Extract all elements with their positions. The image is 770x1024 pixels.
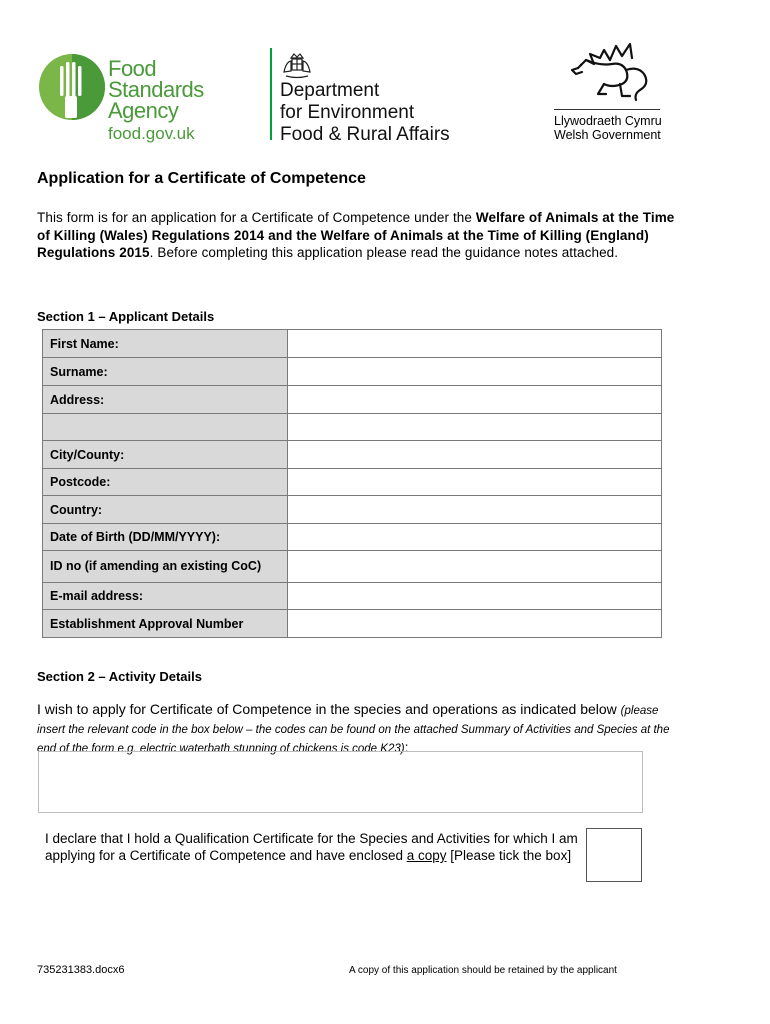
defra-line1: Department (280, 80, 380, 101)
footer-note: A copy of this application should be retained by the applicant (349, 965, 617, 976)
address-line2-field[interactable] (288, 414, 662, 441)
declaration-underlined: a copy (406, 848, 447, 863)
intro-regulations: Welfare of Animals at the Time of Killing (Wales) Regulations 2014 and the Welfare of Animals at the Time of Killing (England) Regulations 2015 (37, 210, 675, 260)
applicant-details-table (42, 329, 662, 638)
surname-field[interactable] (288, 358, 662, 386)
intro-text-2: . Before completing this application please read the guidance notes attached. (149, 245, 619, 260)
declaration-checkbox[interactable] (586, 828, 642, 882)
welsh-line2: Welsh Government (554, 128, 661, 142)
welsh-line1: Llywodraeth Cymru (554, 114, 662, 128)
declaration-body: I declare that I hold a Qualification Certificate for the Species and Activities for which I am applying for a Certificate of Competence and have enclosed (45, 831, 578, 863)
establishment-approval-label: Establishment Approval Number (43, 610, 288, 638)
table-row (43, 358, 662, 386)
defra-text (280, 80, 450, 146)
defra-line3: Food & Rural Affairs (280, 124, 450, 145)
address-field[interactable] (288, 386, 662, 414)
defra-bar (270, 48, 272, 140)
first-name-label: First Name: (43, 330, 288, 358)
fsa-wordmark (108, 58, 204, 142)
id-number-label: ID no (if amending an existing CoC) (43, 551, 288, 583)
address-line2-label (43, 414, 288, 441)
surname-label: Surname: (43, 358, 288, 386)
table-row (43, 610, 662, 638)
activity-instructions (37, 701, 687, 758)
city-county-label: City/County: (43, 441, 288, 469)
activity-text: I wish to apply for Certificate of Competence in the species and operations as indicated below (37, 701, 621, 717)
email-label: E-mail address: (43, 583, 288, 610)
activity-code-input[interactable] (38, 751, 643, 813)
table-row (43, 386, 662, 414)
welsh-dragon-icon (564, 40, 656, 104)
postcode-label: Postcode: (43, 469, 288, 496)
defra-line2: for Environment (280, 102, 415, 123)
table-row (43, 441, 662, 469)
activity-note: (please insert the relevant code in the box below – the codes can be found on the attached Summary of Activities and Species at the end of the form e.g. electric waterbath stunning of chickens is code K23) (37, 705, 670, 755)
fsa-line3: Agency (108, 98, 179, 123)
welsh-text (554, 114, 662, 142)
table-row (43, 469, 662, 496)
fsa-line2: Standards (108, 77, 204, 102)
table-row (43, 330, 662, 358)
city-county-field[interactable] (288, 441, 662, 469)
intro-paragraph (37, 209, 677, 262)
table-row (43, 524, 662, 551)
activity-colon: : (404, 739, 409, 755)
declaration-text (45, 830, 585, 864)
country-field[interactable] (288, 496, 662, 524)
establishment-approval-field[interactable] (288, 610, 662, 638)
table-row (43, 496, 662, 524)
welsh-rule (554, 109, 660, 110)
email-field[interactable] (288, 583, 662, 610)
fsa-fork-icon (36, 52, 108, 122)
declaration-suffix: [Please tick the box] (446, 848, 572, 863)
id-number-field[interactable] (288, 551, 662, 583)
section1-title: Section 1 – Applicant Details (37, 309, 215, 324)
address-label: Address: (43, 386, 288, 414)
section2-title: Section 2 – Activity Details (37, 669, 202, 684)
table-row (43, 583, 662, 610)
fsa-line1: Food (108, 56, 157, 81)
first-name-field[interactable] (288, 330, 662, 358)
date-of-birth-label: Date of Birth (DD/MM/YYYY): (43, 524, 288, 551)
country-label: Country: (43, 496, 288, 524)
form-title: Application for a Certificate of Competence (37, 170, 366, 187)
table-row (43, 551, 662, 583)
date-of-birth-field[interactable] (288, 524, 662, 551)
postcode-field[interactable] (288, 469, 662, 496)
table-row (43, 414, 662, 441)
royal-crest-icon (280, 52, 314, 80)
footer-filename: 735231383.docx6 (37, 964, 125, 976)
fsa-url: food.gov.uk (108, 124, 195, 143)
intro-text-1: This form is for an application for a Certificate of Competence under the (37, 210, 476, 225)
